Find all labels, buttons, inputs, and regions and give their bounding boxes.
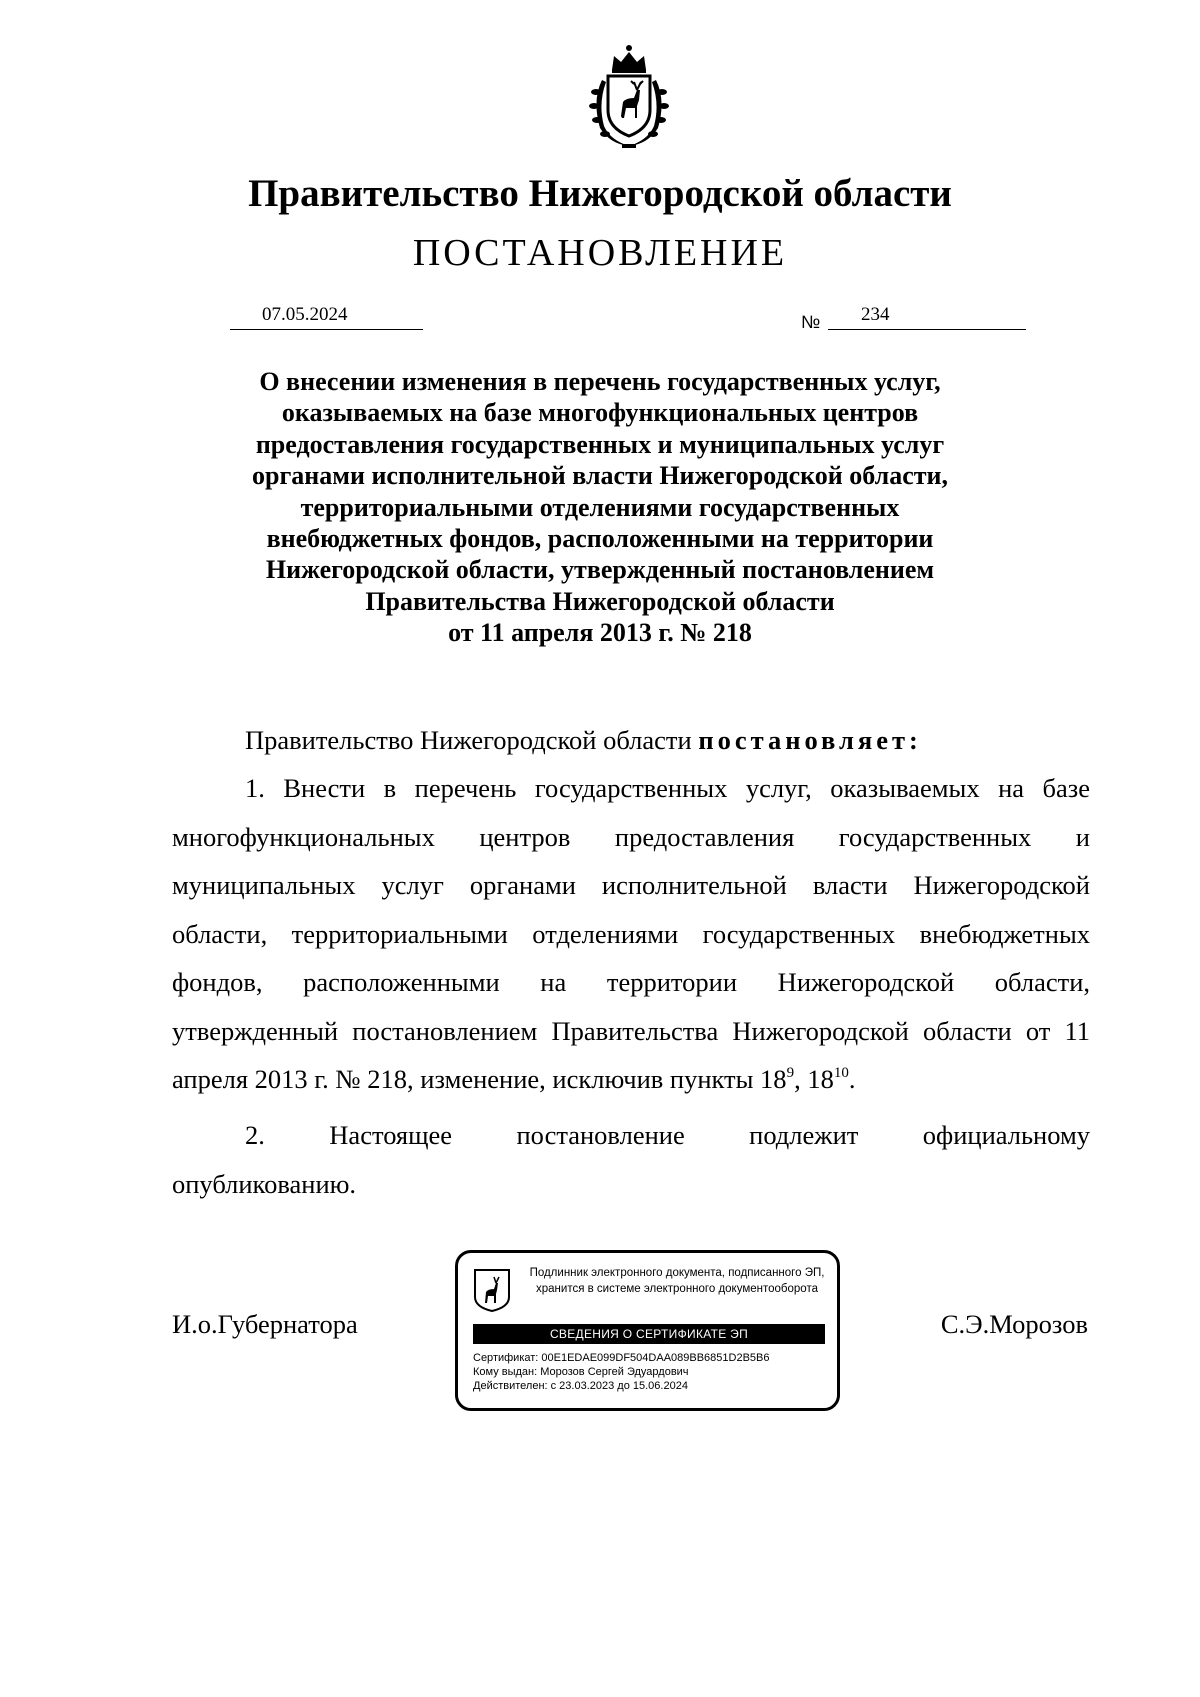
signatory-name: С.Э.Морозов (940, 1309, 1088, 1339)
number-sign: № (801, 312, 821, 332)
subject-line: территориальными отделениями государственных (300, 492, 900, 522)
paragraph-2-word: постановление (516, 1120, 685, 1150)
paragraph-1 (172, 764, 1090, 1104)
document-date: 07.05.2024 (262, 304, 348, 325)
electronic-signature-stamp (455, 1250, 840, 1411)
paragraph-1-mid: , 18 (794, 1064, 834, 1094)
certificate-info-bar: СВЕДЕНИЯ О СЕРТИФИКАТЕ ЭП (473, 1324, 825, 1344)
subject-line: органами исполнительной власти Нижегородской области, (252, 461, 948, 491)
subject-line: внебюджетных фондов, расположенными на территории (266, 524, 934, 554)
decree-line (245, 720, 922, 760)
crown-icon (612, 45, 646, 73)
paragraph-1-text: 1. Внести в перечень государственных услуг, оказываемых на базе многофункциональных центров предоставления государственных и муниципальных услуг органами исполнительной власти Нижегородской области, территориальными отделениями государственных внебюджетных фондов, расположенными на территории Нижегородской области, утвержденный постановлением Правительства Нижегородской области от 11 апреля 2013 г. № 218, изменение, исключив пункты 18 (172, 773, 1090, 1094)
paragraph-2-word: 2. (245, 1120, 265, 1150)
certificate-serial: Сертификат: 00E1EDAE099DF504DAA089BB6851D2B5B6 (473, 1352, 770, 1364)
stamp-header-line: хранится в системе электронного документооборота (536, 1283, 818, 1295)
subject-line: от 11 апреля 2013 г. № 218 (448, 618, 752, 648)
paragraph-2-word: официальному (922, 1120, 1090, 1150)
stamp-header (522, 1265, 832, 1297)
subject-line: О внесении изменения в перечень государственных услуг, (259, 367, 941, 396)
signatory-position: И.о.Губернатора (172, 1309, 358, 1339)
certificate-validity: Действителен: с 23.03.2023 до 15.06.2024 (473, 1380, 688, 1392)
subject-line: Правительства Нижегородской области (365, 586, 835, 616)
footnote-superscript: 9 (786, 1065, 795, 1081)
paragraph-1-end: . (848, 1064, 856, 1094)
subject-line: предоставления государственных и муниципальных услуг (255, 429, 945, 459)
subject-line: оказываемых на базе многофункциональных центров (281, 398, 919, 428)
document-number: 234 (861, 304, 890, 325)
paragraph-2-word: подлежит (749, 1120, 859, 1150)
certificate-details (473, 1351, 770, 1393)
footnote-superscript: 10 (833, 1065, 849, 1081)
paragraph-2 (172, 1111, 1090, 1208)
stamp-header-line: Подлинник электронного документа, подписанного ЭП, (529, 1267, 825, 1279)
subject-line: Нижегородской области, утвержденный постановлением (265, 555, 935, 585)
decree-intro: Правительство Нижегородской области (245, 725, 699, 755)
paragraph-2-last-line: опубликованию. (172, 1168, 357, 1199)
coat-of-arms-icon (574, 40, 684, 152)
certificate-owner: Кому выдан: Морозов Сергей Эдуардович (473, 1366, 689, 1378)
paragraph-2-word: Настоящее (329, 1120, 453, 1150)
document-type: ПОСТАНОВЛЕНИЕ (412, 232, 788, 274)
decree-verb: постановляет (698, 725, 910, 755)
decree-colon: : (909, 725, 922, 755)
organization-title: Правительство Нижегородской области (248, 172, 952, 215)
number-underline (828, 307, 1026, 330)
document-subject (200, 366, 1000, 649)
deer-emblem-icon (472, 1267, 512, 1313)
